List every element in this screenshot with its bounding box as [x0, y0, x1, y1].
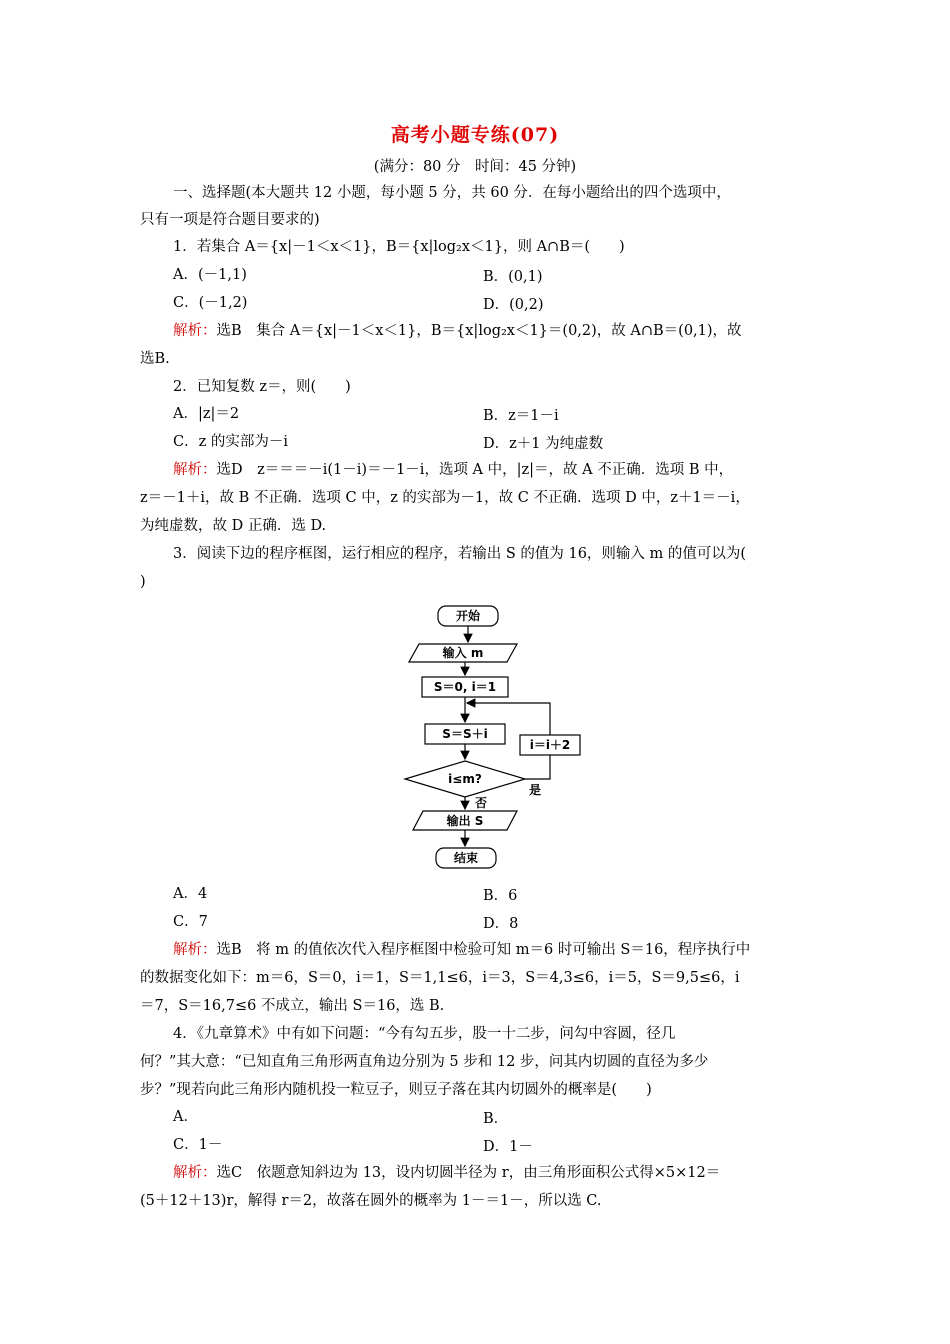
- q1-option-d: D．(0,2): [483, 297, 544, 313]
- q1-option-c: C．(－1,2): [173, 295, 248, 311]
- q2-option-c: C．z 的实部为－i: [173, 434, 288, 450]
- q3-stem-cont: ): [140, 574, 146, 590]
- q2-answer: [173, 460, 833, 480]
- q3-option-c: C．7: [173, 914, 208, 930]
- q4-answer: [173, 1163, 833, 1183]
- q2-option-d: D．z＋1 为纯虚数: [483, 436, 604, 452]
- q2-answer-cont2: 为纯虚数，故 D 正确．选 D.: [140, 518, 327, 534]
- q1-answer-text: 选B 集合 A＝{x|－1＜x＜1}，B＝{x|log₂x＜1}＝(0,2)，故 A∩B＝(0,1)，故: [216, 323, 742, 339]
- answer-label: 解析：: [173, 942, 217, 958]
- q4-option-d: D．1－: [483, 1139, 533, 1155]
- q2-answer-cont: z＝－1＋i，故 B 不正确．选项 C 中，z 的实部为－1，故 C 不正确．选项 D 中，z＋1＝－i，: [140, 490, 750, 506]
- q3-option-a: A．4: [173, 886, 208, 902]
- q4-answer-cont: (5＋12＋13)r，解得 r＝2，故落在圆外的概率为 1－＝1－，所以选 C.: [140, 1193, 602, 1209]
- flow-output-label: 输出 S: [446, 814, 484, 828]
- answer-label: 解析：: [173, 323, 217, 339]
- q2-option-b: B．z＝1－i: [483, 408, 559, 424]
- q2-answer-text: 选D z＝＝＝－i(1－i)＝－1－i，选项 A 中，|z|＝，故 A 不正确．选项 B 中，: [216, 462, 734, 478]
- flow-start-label: 开始: [455, 609, 481, 623]
- q3-option-b: B．6: [483, 888, 518, 904]
- q1-answer-cont: 选B.: [140, 351, 170, 367]
- flow-no-label: 否: [475, 796, 488, 810]
- page-subtitle: (满分：80 分 时间：45 分钟): [373, 159, 577, 175]
- section-heading-cont: 只有一项是符合题目要求的): [140, 212, 320, 228]
- q2-stem: 2．已知复数 z＝，则( ): [173, 379, 351, 395]
- section-heading: 一、选择题(本大题共 12 小题，每小题 5 分，共 60 分．在每小题给出的四个选项中，: [173, 185, 731, 201]
- flow-input-label: 输入 m: [442, 646, 484, 660]
- q4-answer-text: 选C 依题意知斜边为 13，设内切圆半径为 r，由三角形面积公式得×5×12＝: [216, 1165, 721, 1181]
- q1-stem: 1．若集合 A＝{x|－1＜x＜1}，B＝{x|log₂x＜1}，则 A∩B＝( ): [173, 239, 625, 255]
- answer-label: 解析：: [173, 462, 217, 478]
- q1-option-a: A．(－1,1): [173, 267, 247, 283]
- flow-init-label: S＝0, i＝1: [433, 680, 497, 694]
- flow-yes-label: 是: [529, 783, 542, 797]
- q4-stem: 4．《九章算术》中有如下问题：“今有勾五步，股一十二步，问勾中容圆，径几: [173, 1026, 676, 1042]
- flow-end-label: 结束: [453, 851, 479, 865]
- q3-answer-cont2: ＝7，S＝16,7≤6 不成立，输出 S＝16，选 B.: [140, 998, 445, 1014]
- q3-answer: [173, 940, 833, 960]
- q3-answer-text: 选B 将 m 的值依次代入程序框图中检验可知 m＝6 时可输出 S＝16，程序执行中: [216, 942, 751, 958]
- q4-option-a: A．: [173, 1109, 198, 1125]
- q4-option-c: C．1－: [173, 1137, 223, 1153]
- q3-answer-cont: 的数据变化如下：m＝6，S＝0，i＝1，S＝1,1≤6，i＝3，S＝4,3≤6，i＝5，S＝9,5≤6，i: [140, 970, 740, 986]
- page-title: 高考小题专练(07): [390, 124, 560, 146]
- flowchart: [395, 598, 595, 874]
- flow-update-label: S＝S＋i: [442, 727, 488, 741]
- answer-label: 解析：: [173, 1165, 217, 1181]
- q3-option-d: D．8: [483, 916, 519, 932]
- flow-increment-label: i＝i＋2: [529, 738, 571, 752]
- q4-option-b: B．: [483, 1111, 509, 1127]
- q4-stem-cont: 何？”其大意：“已知直角三角形两直角边分别为 5 步和 12 步，问其内切圆的直径为多少: [140, 1054, 709, 1070]
- q1-answer: [173, 321, 833, 341]
- q3-stem: 3．阅读下边的程序框图，运行相应的程序，若输出 S 的值为 16，则输入 m 的值可以为(: [173, 546, 747, 562]
- q2-option-a: A．|z|＝2: [173, 406, 240, 422]
- q4-stem-cont2: 步？”现若向此三角形内随机投一粒豆子，则豆子落在其内切圆外的概率是( ): [140, 1082, 652, 1098]
- q1-option-b: B．(0,1): [483, 269, 543, 285]
- flow-condition-label: i≤m?: [448, 772, 482, 786]
